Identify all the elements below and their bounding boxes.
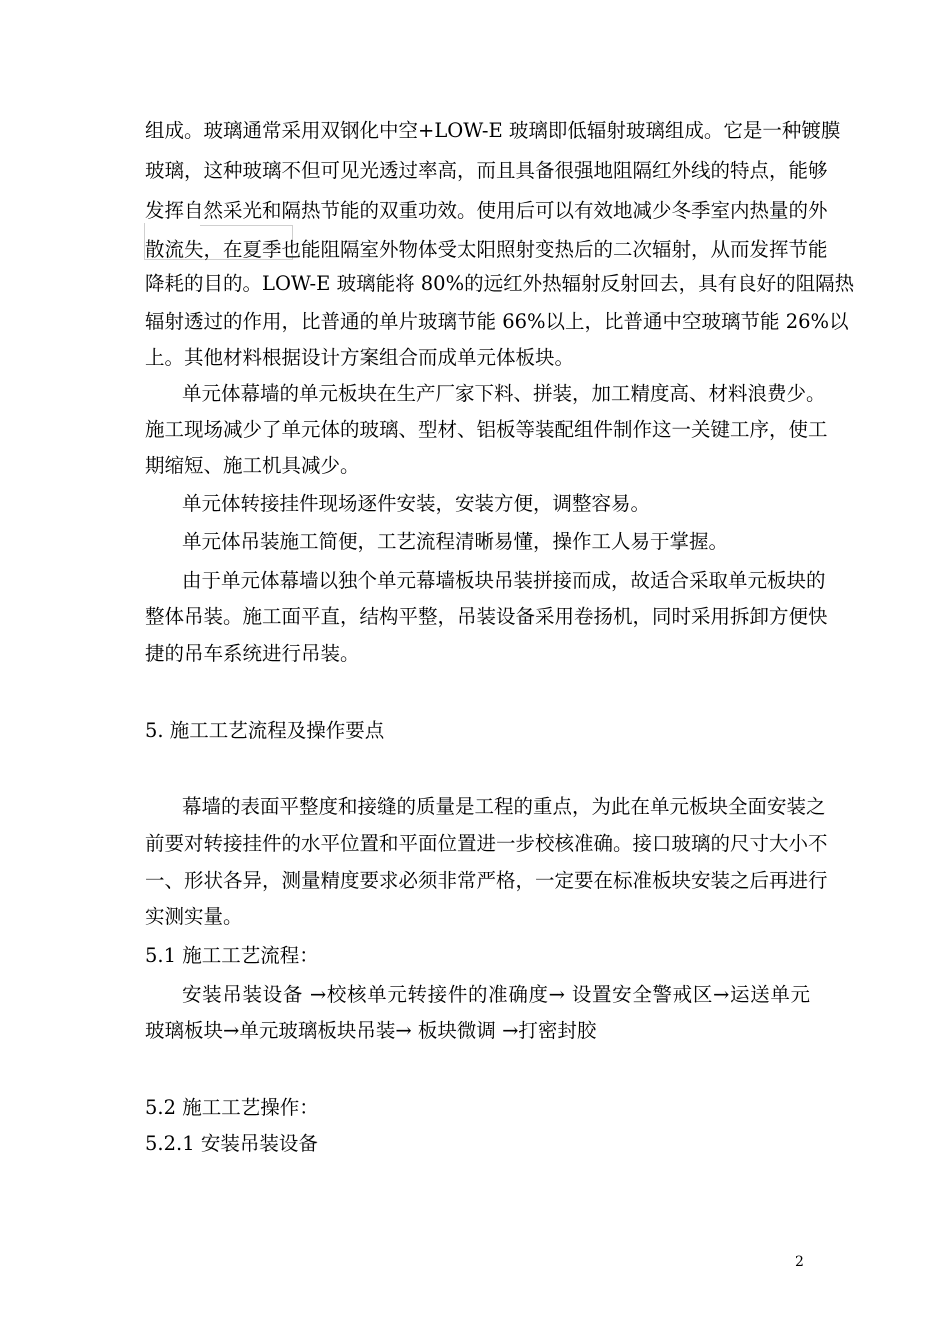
- paragraph-line: 降耗的目的。LOW-E 玻璃能将 80%的远红外热辐射反射回去，具有良好的阻隔热: [145, 272, 855, 295]
- paragraph-line: 由于单元体幕墙以独个单元幕墙板块吊装拼接而成，故适合采取单元板块的: [182, 569, 826, 592]
- paragraph-line: 组成。玻璃通常采用双钢化中空+LOW-E 玻璃即低辐射玻璃组成。它是一种镀膜: [145, 119, 841, 142]
- paragraph-line: 单元体吊装施工简便，工艺流程清晰易懂，操作工人易于掌握。: [182, 530, 729, 553]
- paragraph-line: 整体吊装。施工面平直，结构平整，吊装设备采用卷扬机，同时采用拆卸方便快: [145, 605, 828, 628]
- paragraph-line: 单元体幕墙的单元板块在生产厂家下料、拼装，加工精度高、材料浪费少。: [182, 382, 826, 405]
- paragraph-line: 实测实量。: [145, 905, 243, 928]
- subsection-heading: 5.1 施工工艺流程：: [145, 944, 319, 967]
- paragraph-line: 幕墙的表面平整度和接缝的质量是工程的重点，为此在单元板块全面安装之: [182, 795, 826, 818]
- subsection-heading: 5.2 施工工艺操作：: [145, 1096, 319, 1119]
- paragraph-line: 散流失，在夏季也能阻隔室外物体受太阳照射变热后的二次辐射，从而发挥节能: [145, 238, 828, 261]
- paragraph-line: 施工现场减少了单元体的玻璃、型材、铝板等装配组件制作这一关键工序，使工: [145, 418, 828, 441]
- section-heading: 5. 施工工艺流程及操作要点: [145, 719, 385, 742]
- paragraph-line: 上。其他材料根据设计方案组合而成单元体板块。: [145, 346, 575, 369]
- paragraph-line: 单元体转接挂件现场逐件安装，安装方便，调整容易。: [182, 492, 651, 515]
- process-flow-line: 安装吊装设备 →校核单元转接件的准确度→ 设置安全警戒区→运送单元: [182, 983, 810, 1006]
- page-number: 2: [795, 1254, 804, 1270]
- paragraph-line: 一、形状各异，测量精度要求必须非常严格，一定要在标准板块安装之后再进行: [145, 869, 828, 892]
- text-frame-mark-top: [200, 225, 292, 226]
- paragraph-line: 捷的吊车系统进行吊装。: [145, 642, 360, 665]
- paragraph-line: 玻璃，这种玻璃不但可见光透过率高，而且具备很强地阻隔红外线的特点，能够: [145, 159, 828, 182]
- paragraph-line: 辐射透过的作用，比普通的单片玻璃节能 66%以上，比普通中空玻璃节能 26%以: [145, 310, 849, 333]
- subsubsection-heading: 5.2.1 安装吊装设备: [145, 1132, 318, 1155]
- paragraph-line: 发挥自然采光和隔热节能的双重功效。使用后可以有效地减少冬季室内热量的外: [145, 199, 828, 222]
- paragraph-line: 期缩短、施工机具减少。: [145, 454, 360, 477]
- paragraph-line: 前要对转接挂件的水平位置和平面位置进一步校核准确。接口玻璃的尺寸大小不: [145, 832, 828, 855]
- process-flow-line: 玻璃板块→单元玻璃板块吊装→ 板块微调 →打密封胶: [145, 1019, 597, 1042]
